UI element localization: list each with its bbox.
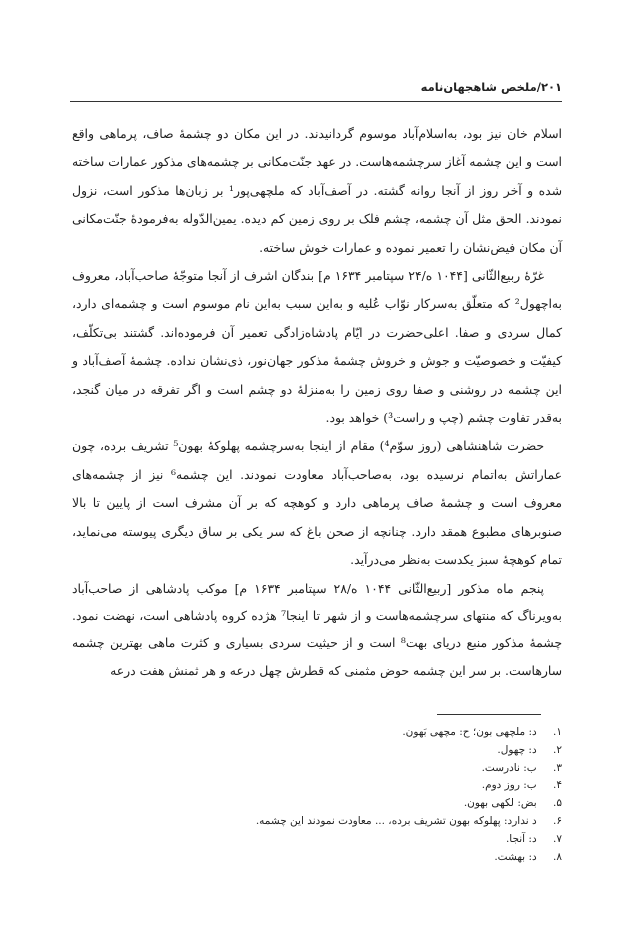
footnote-text: د ندارد: پهلوکه بهون تشریف برده، ... معاودت نمودند این چشمه. bbox=[255, 814, 537, 827]
footnote bbox=[140, 777, 562, 795]
footnote-number: ۲. bbox=[553, 743, 562, 756]
paragraph: پنجم ماه مذکور [ربیع‌الثّانی ۱۰۴۴ ه/۲۸ سپتامبر ۱۶۳۴ م] موکب پادشاهی از صاحب‌آباد به‌ویرناگ که منتهای سرچشمه‌هاست و از شهر تا اینجا⁷ هژده کروه پادشاهی است، نهضت نمود. چشمهٔ مذکور منبع دریای بهت⁸ است و از حیثیت سردی بسیاری و کثرت ماهی بهترین چشمه سارهاست. بر سر این چشمه حوض مثمنی که قطرش چهل درعه و هر ثمنش هفت درعه bbox=[72, 580, 563, 678]
footnote-number: ۵. bbox=[553, 797, 562, 810]
footnote-rule bbox=[437, 714, 541, 715]
footnote-number: ۸. bbox=[553, 850, 562, 863]
footnote bbox=[140, 724, 562, 742]
footnote bbox=[140, 742, 562, 760]
running-head: ۲۰۱/ملخص شاهجهان‌نامه bbox=[420, 80, 562, 94]
footnote-number: ۶. bbox=[553, 814, 562, 827]
paragraph: غرّهٔ ربیع‌الثّانی [۱۰۴۴ ه/۲۴ سپتامبر ۱۶۳۴ م] بندگان اشرف از آنجا متوجّهٔ صاحب‌آباد، معروف به‌اچهول² که متعلّق به‌سرکار نوّاب عُلیه و به‌این سبب به‌این نام موسوم است و چشمه‌ای دارد، کمال سردی و صفا. اعلی‌حضرت در ایّام پادشاه‌زادگی تعمیر آن فرموده‌اند. گشتند بی‌تکلّف، کیفیّت و خصوصیّت و جوش و خروش چشمهٔ مذکور جهان‌نور، ذی‌نشان نداده. چشمهٔ آصف‌آباد و این چشمه در روشنی و صفا روی زمین را به‌منزلهٔ دو چشم است و اگر تفرقه در میان گنجد، به‌قدر تفاوت چشم (چپ و راست³) خواهد بود. bbox=[72, 268, 562, 426]
footnote bbox=[140, 849, 562, 867]
footnote-text: بض: لکهی بهون. bbox=[463, 797, 537, 810]
footnote-text: ب: روز دوم. bbox=[481, 779, 537, 792]
footnote-text: د: ملچهی بون؛ ح: مچهی بَهون. bbox=[402, 726, 537, 738]
footnotes-list bbox=[140, 724, 562, 866]
footnote-text: د: بهشت. bbox=[494, 850, 537, 863]
footnote bbox=[140, 795, 562, 813]
footnote-text: د: آنجا. bbox=[505, 832, 537, 845]
paragraph: حضرت شاهنشاهی (روز سوّم⁴) مقام از اینجا به‌سرچشمه پهلوکهٔ بهون⁵ تشریف برده، چون عماراتش به‌اتمام نرسیده بود، به‌صاحب‌آباد معاودت نمودند. این چشمه⁶ نیز از چشمه‌های معروف است و چشمهٔ صاف پرماهی دارد و کوهچه که بر آن مشرف است از پایین تا بالا صنوبرهای مطبوع همقد دارد. چنانچه از صحن باغ که سر یکی بر ساق دیگری پیوسته می‌نماید، تمام کوهچهٔ سبز یکدست به‌نظر می‌درآید. bbox=[72, 438, 562, 568]
body-text bbox=[72, 120, 562, 684]
paragraph: اسلام خان نیز بود، به‌اسلام‌آباد موسوم گردانیدند. در این مکان دو چشمهٔ صاف، پرماهی واقع است و این چشمه آغاز سرچشمه‌هاست. در عهد جنّت‌مکانی بر چشمه‌های مذکور عمارات ساخته شده و آخر روز از آنجا روانه گشته. در آصف‌آباد که ملچهی‌پور¹ بر زبان‌ها مذکور است، نزول نمودند. الحق مثل آن چشمه، چشم فلک بر روی زمین کم دیده. یمین‌الدّوله به‌فرمودهٔ جنّت‌مکانی آن مکان فیض‌نشان را تعمیر نموده و عمارات خوش ساخته. bbox=[72, 126, 562, 255]
footnote-number: ۴. bbox=[553, 779, 562, 792]
footnote bbox=[140, 760, 562, 778]
footnote-number: ۳. bbox=[553, 761, 562, 774]
footnote-text: د: چهول. bbox=[497, 743, 537, 756]
footnote bbox=[140, 831, 562, 849]
header-rule bbox=[70, 101, 562, 102]
footnote-number: ۱. bbox=[553, 726, 562, 738]
footnote-number: ۷. bbox=[553, 832, 562, 845]
footnote-text: ب: نادرست. bbox=[481, 761, 537, 774]
footnote bbox=[140, 813, 562, 831]
